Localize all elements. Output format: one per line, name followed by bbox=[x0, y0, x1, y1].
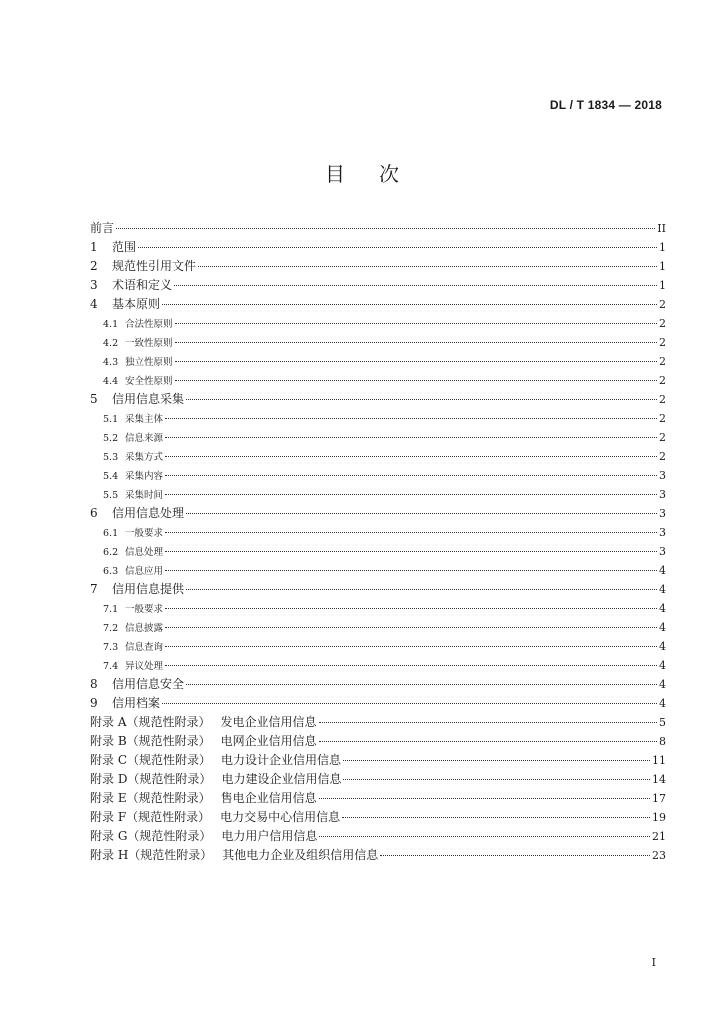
dot-leader bbox=[343, 779, 650, 780]
toc-entry-page: 23 bbox=[652, 849, 666, 862]
toc-entry-title: 信息来源 bbox=[125, 433, 164, 444]
toc-entry[interactable] bbox=[90, 333, 666, 352]
dot-leader bbox=[165, 551, 657, 552]
toc-entry[interactable] bbox=[90, 675, 666, 694]
toc-entry-number: 4 bbox=[90, 297, 98, 311]
toc-entry-number: 6.1 bbox=[103, 528, 119, 539]
toc-entry[interactable] bbox=[90, 751, 666, 770]
toc-entry-number: 7 bbox=[90, 582, 98, 596]
toc-entry-number: 附录 A（规范性附录） bbox=[90, 715, 211, 729]
toc-entry-page: 2 bbox=[659, 450, 666, 463]
toc-entry-page: 2 bbox=[659, 298, 666, 311]
dot-leader bbox=[138, 247, 657, 248]
toc-entry-page: 2 bbox=[659, 431, 666, 444]
dot-leader bbox=[342, 817, 650, 818]
toc-entry-title: 信息应用 bbox=[125, 566, 164, 577]
toc-entry[interactable] bbox=[90, 276, 666, 295]
toc-entry-page: 17 bbox=[652, 792, 666, 805]
toc-entry[interactable] bbox=[90, 466, 666, 485]
toc-entry-page: 2 bbox=[659, 317, 666, 330]
toc-entry[interactable] bbox=[90, 219, 666, 238]
toc-entry-page: 2 bbox=[659, 412, 666, 425]
dot-leader bbox=[165, 494, 657, 495]
dot-leader bbox=[165, 570, 657, 571]
toc-entry-title: 电力设计企业信用信息 bbox=[221, 753, 342, 767]
toc-entry-title: 一致性原则 bbox=[125, 338, 173, 349]
toc-entry-page: II bbox=[657, 222, 666, 235]
toc-entry-number: 5 bbox=[90, 392, 98, 406]
toc-entry-page: 4 bbox=[659, 621, 666, 634]
toc-entry-title: 基本原则 bbox=[112, 297, 161, 311]
toc-entry-number: 7.1 bbox=[103, 604, 119, 615]
toc-entry-page: 3 bbox=[659, 469, 666, 482]
toc-entry-number: 4.3 bbox=[103, 357, 119, 368]
toc-entry-number: 附录 C（规范性附录） bbox=[90, 753, 211, 767]
toc-entry-number: 5.2 bbox=[103, 433, 119, 444]
toc-entry[interactable] bbox=[90, 694, 666, 713]
toc-entry-number: 2 bbox=[90, 259, 98, 273]
toc-entry-title: 术语和定义 bbox=[112, 278, 173, 292]
toc-entry-number: 4.4 bbox=[103, 376, 119, 387]
dot-leader bbox=[186, 589, 657, 590]
toc-entry-title: 采集主体 bbox=[125, 414, 164, 425]
toc-entry[interactable] bbox=[90, 352, 666, 371]
table-of-contents bbox=[90, 219, 666, 865]
dot-leader bbox=[165, 608, 657, 609]
toc-entry[interactable] bbox=[90, 827, 666, 846]
dot-leader bbox=[162, 304, 657, 305]
toc-entry-page: 3 bbox=[659, 526, 666, 539]
toc-entry[interactable] bbox=[90, 447, 666, 466]
dot-leader bbox=[162, 703, 657, 704]
toc-entry-title: 合法性原则 bbox=[125, 319, 173, 330]
toc-entry[interactable] bbox=[90, 789, 666, 808]
toc-entry[interactable] bbox=[90, 371, 666, 390]
toc-entry-page: 2 bbox=[659, 374, 666, 387]
toc-entry-title: 采集内容 bbox=[125, 471, 164, 482]
toc-entry-title: 信用信息安全 bbox=[112, 677, 185, 691]
toc-entry[interactable] bbox=[90, 561, 666, 580]
toc-entry-page: 19 bbox=[652, 811, 666, 824]
toc-entry-title: 其他电力企业及组织信用信息 bbox=[222, 848, 379, 862]
toc-entry-number: 4.1 bbox=[103, 319, 119, 330]
toc-entry-page: 11 bbox=[652, 754, 666, 767]
toc-entry[interactable] bbox=[90, 390, 666, 409]
toc-entry-page: 4 bbox=[659, 640, 666, 653]
toc-title: 目次 bbox=[325, 162, 433, 186]
dot-leader bbox=[186, 513, 657, 514]
dot-leader bbox=[165, 437, 657, 438]
toc-entry-page: 4 bbox=[659, 697, 666, 710]
toc-entry-title: 售电企业信用信息 bbox=[220, 791, 317, 805]
toc-entry-number: 附录 H（规范性附录） bbox=[90, 848, 213, 862]
toc-entry[interactable] bbox=[90, 542, 666, 561]
toc-entry-title: 安全性原则 bbox=[125, 376, 173, 387]
toc-entry-title: 电力建设企业信用信息 bbox=[221, 772, 342, 786]
dot-leader bbox=[198, 266, 657, 267]
toc-entry-title: 采集方式 bbox=[125, 452, 164, 463]
toc-entry[interactable] bbox=[90, 238, 666, 257]
dot-leader bbox=[165, 532, 657, 533]
toc-entry-title: 独立性原则 bbox=[125, 357, 173, 368]
toc-entry-page: 4 bbox=[659, 678, 666, 691]
page-number: I bbox=[651, 956, 656, 969]
toc-entry-title: 信息披露 bbox=[125, 623, 164, 634]
dot-leader bbox=[319, 722, 658, 723]
toc-entry[interactable] bbox=[90, 485, 666, 504]
toc-entry[interactable] bbox=[90, 428, 666, 447]
toc-entry-title: 信用信息采集 bbox=[112, 392, 185, 406]
toc-entry-page: 3 bbox=[659, 488, 666, 501]
toc-entry-number: 6.2 bbox=[103, 547, 119, 558]
toc-entry[interactable] bbox=[90, 846, 666, 865]
toc-entry-number: 5.1 bbox=[103, 414, 119, 425]
toc-entry-title: 电网企业信用信息 bbox=[220, 734, 317, 748]
toc-entry-page: 1 bbox=[659, 260, 666, 273]
toc-entry-page: 14 bbox=[652, 773, 666, 786]
toc-entry[interactable] bbox=[90, 257, 666, 276]
toc-entry-number: 5.5 bbox=[103, 490, 119, 501]
toc-entry[interactable] bbox=[90, 637, 666, 656]
toc-entry[interactable] bbox=[90, 618, 666, 637]
toc-entry-number: 6 bbox=[90, 506, 98, 520]
toc-entry[interactable] bbox=[90, 599, 666, 618]
dot-leader bbox=[319, 741, 657, 742]
dot-leader bbox=[175, 380, 657, 381]
toc-entry[interactable] bbox=[90, 523, 666, 542]
toc-entry[interactable] bbox=[90, 808, 666, 827]
toc-entry-title: 发电企业信用信息 bbox=[220, 715, 317, 729]
dot-leader bbox=[186, 684, 657, 685]
toc-entry-page: 3 bbox=[659, 507, 666, 520]
toc-entry-title: 信息处理 bbox=[125, 547, 164, 558]
toc-entry[interactable] bbox=[90, 656, 666, 675]
toc-entry-title: 信用信息提供 bbox=[112, 582, 185, 596]
toc-entry-number: 附录 B（规范性附录） bbox=[90, 734, 211, 748]
toc-entry-title: 信息查询 bbox=[125, 642, 164, 653]
toc-entry-number: 6.3 bbox=[103, 566, 119, 577]
dot-leader bbox=[175, 323, 657, 324]
dot-leader bbox=[165, 627, 657, 628]
toc-entry[interactable] bbox=[90, 295, 666, 314]
dot-leader bbox=[380, 855, 650, 856]
toc-entry-title: 电力交易中心信用信息 bbox=[220, 810, 341, 824]
toc-entry-number: 5.4 bbox=[103, 471, 119, 482]
toc-entry-number: 8 bbox=[90, 677, 98, 691]
dot-leader bbox=[319, 798, 650, 799]
dot-leader bbox=[175, 342, 657, 343]
toc-entry-title: 范围 bbox=[112, 240, 137, 254]
toc-entry-number: 3 bbox=[90, 278, 98, 292]
toc-entry-number: 9 bbox=[90, 696, 98, 710]
toc-entry-title: 电力用户信用信息 bbox=[221, 829, 318, 843]
toc-entry-page: 21 bbox=[652, 830, 666, 843]
toc-entry[interactable] bbox=[90, 580, 666, 599]
toc-entry-page: 1 bbox=[659, 279, 666, 292]
toc-entry-number: 4.2 bbox=[103, 338, 119, 349]
toc-entry-title: 一般要求 bbox=[125, 528, 164, 539]
toc-entry-page: 4 bbox=[659, 583, 666, 596]
dot-leader bbox=[165, 418, 657, 419]
dot-leader bbox=[165, 665, 657, 666]
toc-entry-page: 4 bbox=[659, 564, 666, 577]
toc-entry-title: 前言 bbox=[90, 221, 115, 235]
toc-entry-page: 5 bbox=[659, 716, 666, 729]
toc-entry[interactable] bbox=[90, 314, 666, 333]
toc-entry-page: 3 bbox=[659, 545, 666, 558]
dot-leader bbox=[116, 228, 655, 229]
toc-entry-number: 7.3 bbox=[103, 642, 119, 653]
toc-entry-number: 1 bbox=[90, 240, 98, 254]
toc-entry-title: 信用档案 bbox=[112, 696, 161, 710]
dot-leader bbox=[319, 836, 650, 837]
toc-entry-title: 异议处理 bbox=[125, 661, 164, 672]
toc-entry-page: 2 bbox=[659, 355, 666, 368]
toc-entry-title: 规范性引用文件 bbox=[112, 259, 197, 273]
toc-entry[interactable] bbox=[90, 732, 666, 751]
dot-leader bbox=[165, 646, 657, 647]
toc-entry[interactable] bbox=[90, 409, 666, 428]
dot-leader bbox=[343, 760, 650, 761]
document-code: DL / T 1834 — 2018 bbox=[549, 98, 662, 112]
toc-entry-number: 5.3 bbox=[103, 452, 119, 463]
toc-entry-page: 8 bbox=[659, 735, 666, 748]
toc-entry-number: 附录 D（规范性附录） bbox=[90, 772, 212, 786]
toc-entry-title: 采集时间 bbox=[125, 490, 164, 501]
dot-leader bbox=[175, 361, 657, 362]
toc-entry-number: 附录 G（规范性附录） bbox=[90, 829, 212, 843]
toc-entry-number: 附录 F（规范性附录） bbox=[90, 810, 211, 824]
toc-entry-page: 2 bbox=[659, 336, 666, 349]
toc-entry[interactable] bbox=[90, 770, 666, 789]
toc-entry-number: 附录 E（规范性附录） bbox=[90, 791, 211, 805]
toc-entry[interactable] bbox=[90, 504, 666, 523]
toc-entry-title: 一般要求 bbox=[125, 604, 164, 615]
dot-leader bbox=[165, 456, 657, 457]
toc-entry-page: 1 bbox=[659, 241, 666, 254]
dot-leader bbox=[186, 399, 657, 400]
toc-entry-number: 7.4 bbox=[103, 661, 119, 672]
toc-entry[interactable] bbox=[90, 713, 666, 732]
dot-leader bbox=[174, 285, 657, 286]
toc-entry-page: 4 bbox=[659, 659, 666, 672]
toc-entry-title: 信用信息处理 bbox=[112, 506, 185, 520]
dot-leader bbox=[165, 475, 657, 476]
toc-entry-page: 2 bbox=[659, 393, 666, 406]
toc-entry-page: 4 bbox=[659, 602, 666, 615]
toc-entry-number: 7.2 bbox=[103, 623, 119, 634]
